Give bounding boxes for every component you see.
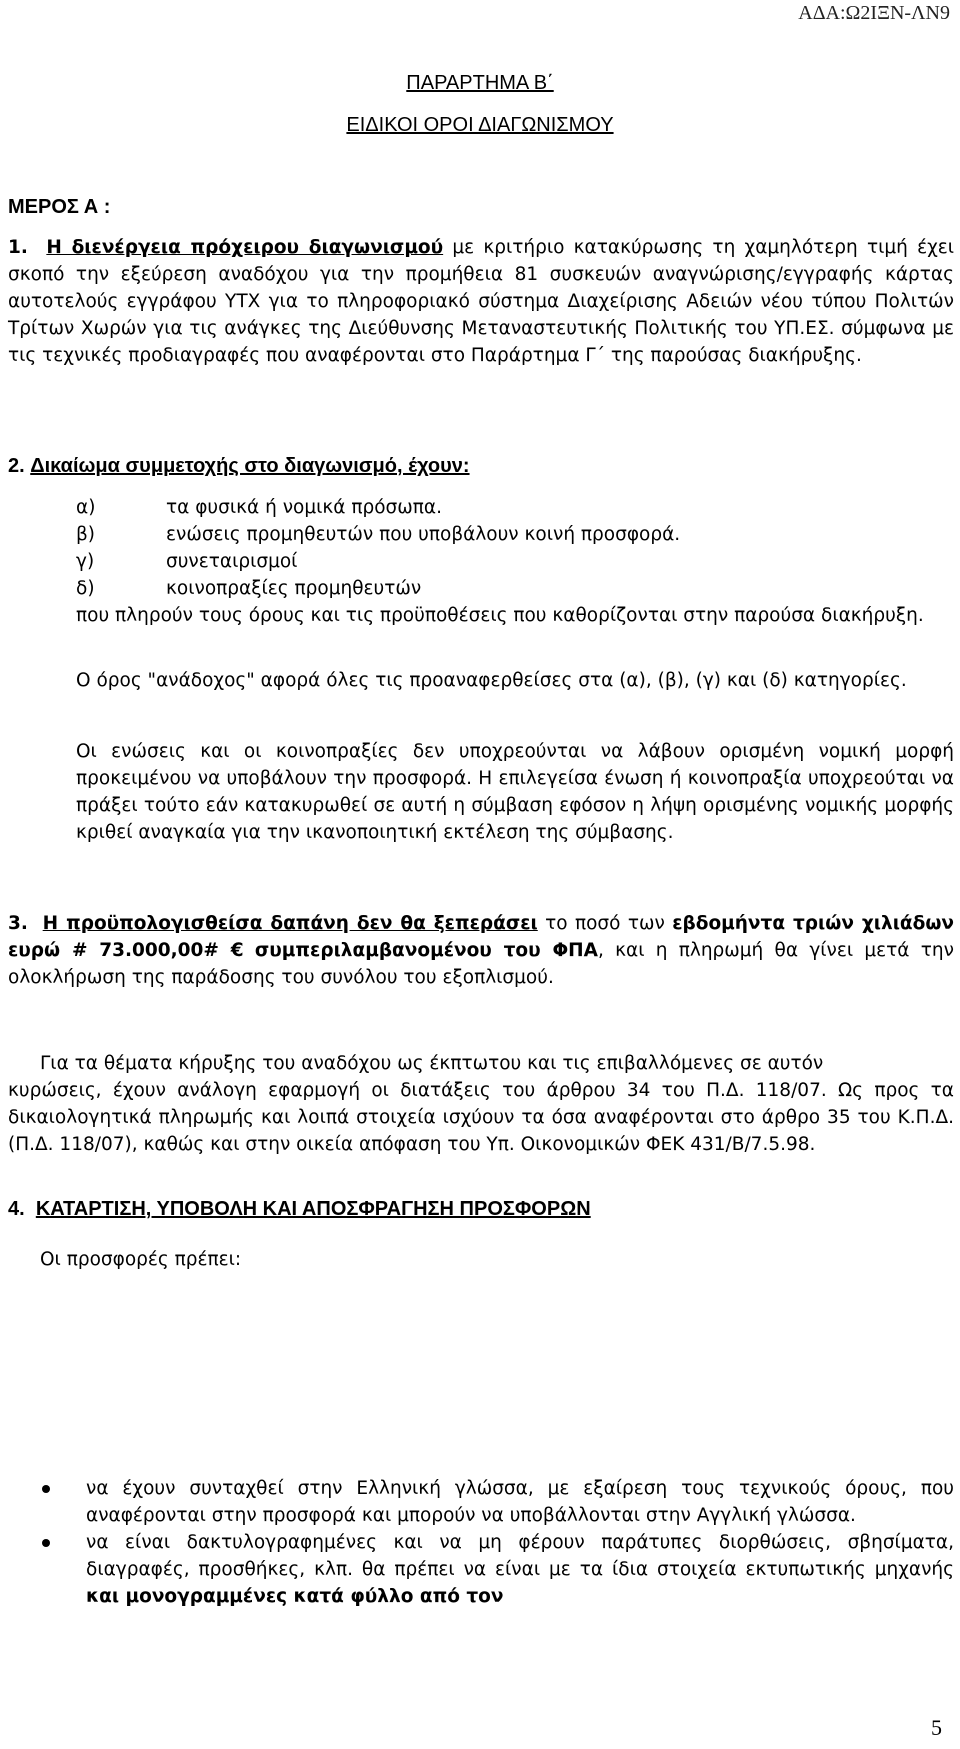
list-item xyxy=(76,521,954,548)
annex-title: ΠΑΡΑΡΤΗΜΑ Β΄ xyxy=(406,72,554,94)
special-terms-title: ΕΙΔΙΚΟΙ ΟΡΟΙ ΔΙΑΓΩΝΙΣΜΟΥ xyxy=(346,114,614,136)
section-1-number: 1. xyxy=(8,237,28,258)
section-3-number: 3. xyxy=(8,913,28,934)
list-text: ενώσεις προμηθευτών που υποβάλουν κοινή προσφορά. xyxy=(166,524,681,545)
list-item xyxy=(76,548,954,575)
section-1-text: με κριτήριο κατακύρωσης τη χαμηλότερη τιμή έχει σκοπό την εξεύρεση αναδόχου για την προμήθεια 81 συσκευών αναγνώρισης/εγγραφής κάρτας αυτοτελούς εγγράφου ΥΤΧ για το πληροφοριακό σύστημα Διαχείρισης Αδειών νέου τύπου Πολιτών Τρίτων Χωρών για τις ανάγκες της Διεύθυνσης Μεταναστευτικής Πολιτικής του ΥΠ.ΕΣ. σύμφωνα με τις τεχνικές προδιαγραφές που αναφέρονται στο Παράρτημα Γ΄ της παρούσας διακήρυξης. xyxy=(8,237,955,366)
section-4-title: ΚΑΤΑΡΤΙΣΗ, ΥΠΟΒΟΛΗ ΚΑΙ ΑΠΟΣΦΡΑΓΗΣΗ ΠΡΟΣΦΟΡΩΝ xyxy=(35,1198,591,1220)
section-3-text-2 xyxy=(244,940,255,961)
vat-note: συμπεριλαμβανομένου του ΦΠΑ xyxy=(254,940,598,961)
section-3-lead: Η προϋπολογισθείσα δαπάνη δεν θα ξεπεράσει xyxy=(42,913,538,934)
section-2-heading xyxy=(8,455,470,478)
bullet-text: να έχουν συνταχθεί στην Ελληνική γλώσσα, με εξαίρεση τους τεχνικούς όρους, που αναφέρονται στην προσφορά και μπορούν να υποβάλλονται στην Αγγλική γλώσσα. xyxy=(86,1478,954,1526)
list-marker: γ) xyxy=(76,551,95,572)
list-text: τα φυσικά ή νομικά πρόσωπα. xyxy=(166,497,442,518)
section-4-number: 4. xyxy=(8,1198,25,1220)
bullet-2-bold: και μονογραμμένες κατά φύλλο από τον xyxy=(86,1586,504,1607)
section-1-paragraph xyxy=(8,234,954,369)
offers-bullet-list xyxy=(0,1475,960,1610)
section-4-heading xyxy=(8,1198,591,1221)
bullet-2-text: να είναι δακτυλογραφημένες και να μη φέρουν παράτυπες διορθώσεις, σβησίματα, διαγραφές, προσθήκες, κλπ. θα πρέπει να είναι με τα ίδια στοιχεία εκτυπωτικής μηχανής xyxy=(86,1532,954,1580)
section-2-title: Δικαίωμα συμμετοχής στο διαγωνισμό, έχουν: xyxy=(30,455,470,477)
after-list-text: που πληρούν τους όρους και τις προϋποθέσεις που καθορίζονται στην παρούσα διακήρυξη. xyxy=(76,605,924,626)
contractor-term-paragraph: Ο όρος "ανάδοχος" αφορά όλες τις προαναφερθείσες στα (α), (β), (γ) και (δ) κατηγορίες. xyxy=(76,670,907,691)
unions-paragraph: Οι ενώσεις και οι κοινοπραξίες δεν υποχρεούνται να λάβουν ορισμένη νομική μορφή προκειμένου να υποβάλουν την προσφορά. Η επιλεγείσα ένωση ή κοινοπραξία υποχρεούται να πράξει τούτο εάν κατακυρωθεί σε αυτή η σύμβαση εφόσον η λήψη ορισμένης νομικής μορφής κριθεί αναγκαία για την ικανοποιητική εκτέλεση της σύμβασης. xyxy=(76,741,954,843)
penalties-rest: κυρώσεις, έχουν ανάλογη εφαρμογή οι διατάξεις του άρθρου 34 του Π.Δ. 118/07. Ως προς τα δικαιολογητικά πληρωμής και λοιπά στοιχεία ισχύουν τα όσα αναφέρονται στο άρθρο 35 του Κ.Π.Δ. (Π.Δ. 118/07), καθώς και στην οικεία απόφαση του Υπ. Οικονομικών ΦΕΚ 431/Β/7.5.98. xyxy=(8,1080,954,1155)
section-2-number: 2. xyxy=(8,455,25,477)
section-3-text-1: το ποσό των xyxy=(537,913,673,934)
list-item xyxy=(0,1475,960,1529)
list-marker: δ) xyxy=(76,578,95,599)
section-3-text-3: , και η πληρωμή θα γίνει μετά την ολοκλήρωση της παράδοσης του συνόλου του εξοπλισμού. xyxy=(8,940,954,988)
penalties-first-line: Για τα θέματα κήρυξης του αναδόχου ως έκπτωτου και τις επιβαλλόμενες σε αυτόν xyxy=(40,1053,824,1074)
list-text: κοινοπραξίες προμηθευτών xyxy=(166,578,422,599)
page-number: 5 xyxy=(931,1715,942,1740)
penalties-paragraph xyxy=(8,1050,954,1158)
section-1-lead: Η διενέργεια πρόχειρου διαγωνισμού xyxy=(46,237,444,258)
bullet-text xyxy=(86,1529,954,1610)
eligibility-list xyxy=(76,494,954,629)
list-item xyxy=(0,1529,960,1610)
amount-words: εβδομήντα τριών χιλιάδων ευρώ # 73.000,00# € xyxy=(8,913,955,961)
ada-code: ΑΔΑ:Ω2ΙΞΝ-ΛΝ9 xyxy=(798,2,950,24)
list-item xyxy=(76,575,954,602)
section-3-paragraph xyxy=(8,910,954,991)
offers-intro: Οι προσφορές πρέπει: xyxy=(40,1249,242,1270)
list-marker: β) xyxy=(76,524,96,545)
list-text: συνεταιρισμοί xyxy=(166,551,298,572)
list-item xyxy=(76,494,954,521)
bullet-icon xyxy=(42,1539,50,1547)
part-label: ΜΕΡΟΣ Α : xyxy=(8,196,111,218)
bullet-icon xyxy=(42,1485,50,1493)
list-marker: α) xyxy=(76,497,96,518)
